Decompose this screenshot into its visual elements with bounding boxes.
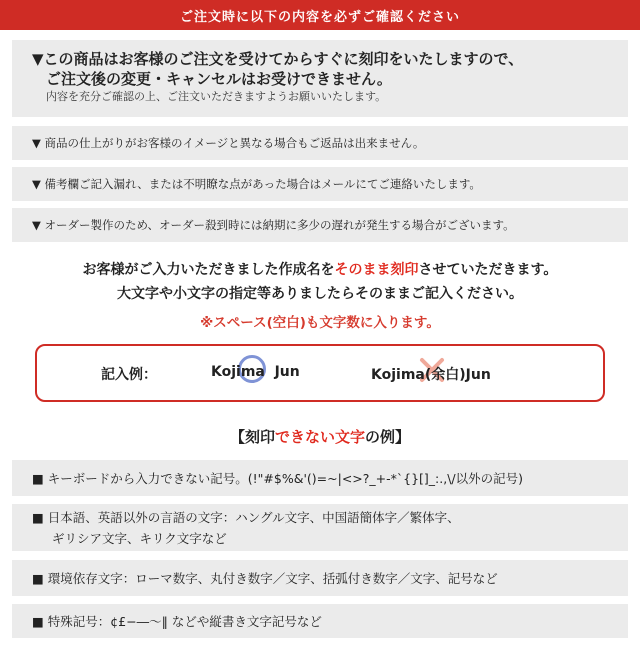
notice-return: ▼ 商品の仕上がりがお客様のイメージと異なる場合もご返品は出来ません。 [12,126,628,160]
lead-line1 [0,258,640,282]
example-good: Kojima Jun [211,364,300,380]
notice-main-box [12,40,628,117]
notice-delivery: ▼ オーダー製作のため、オーダー殺到時には納期に多少の遅れが発生する場合がございます。 [12,208,628,242]
ng-subhead-b: の例】 [365,428,411,446]
lead-line2: 大文字や小文字の指定等ありましたらそのままご記入ください。 [117,286,523,302]
lead-line1-a: お客様がご入力いただきました作成名を [82,262,335,278]
notice-main-line2: ご注文後の変更・キャンセルはお受けできません。 [46,70,392,88]
ng-subhead-emphasis: できない文字 [274,428,365,446]
ng-example-keyboard [12,460,628,496]
ng-example-text: ■ キーボードから入力できない記号。(!"#$%&'()=~|<>?_+-*`{}[]_:.,\/以外の記号) [32,470,524,486]
ng-example-env-dependent [12,560,628,596]
notice-main-line3: 内容を充分ご確認の上、ご注文いただきますようお願いいたします。 [46,90,387,103]
example-bad: Kojima(余白)Jun [371,367,491,383]
example-label: 記入例： [101,367,157,383]
ng-example-text: ギリシア文字、キリク文字など [52,530,227,546]
ng-example-text: ■ 環境依存文字：ローマ数字、丸付き数字／文字、括弧付き数字／文字、記号など [32,570,498,586]
notice-banner: ご注文時に以下の内容を必ずご確認ください [0,0,640,30]
ng-example-languages [12,504,628,551]
notice-main-line1: ▼この商品はお客様のご注文を受けてからすぐに刻印をいたしますので、 [32,50,524,68]
ng-example-special [12,604,628,638]
ng-example-text: ■ 日本語、英語以外の言語の文字：ハングル文字、中国語簡体字／繁体字、 [32,509,460,525]
lead-line1-b: させていただきます。 [418,262,558,278]
example-box [35,344,605,402]
lead-line1-emphasis: そのまま刻印 [334,262,419,278]
lead-line3-space-note: ※スペース(空白)も文字数に入ります。 [200,315,440,331]
ng-subhead [0,426,640,447]
ng-example-text: ■ 特殊記号：¢£−―〜‖ などや縦書き文字記号など [32,613,322,629]
notice-remarks: ▼ 備考欄ご記入漏れ、または不明瞭な点があった場合はメールにてご連絡いたします。 [12,167,628,201]
ng-subhead-a: 【刻印 [229,428,275,446]
